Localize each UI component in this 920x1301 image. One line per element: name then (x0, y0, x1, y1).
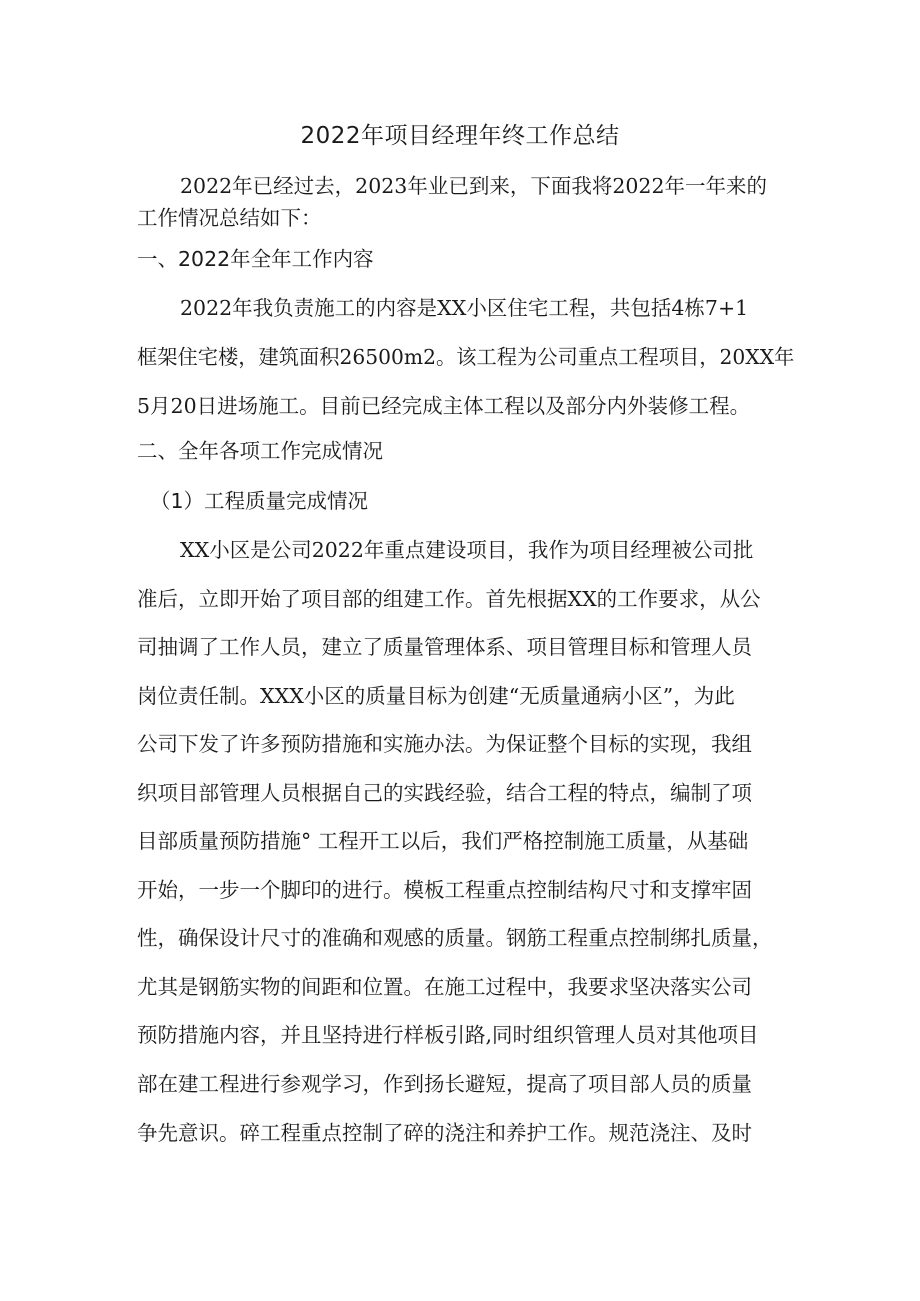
paragraph-line: 岗位责任制。XXX小区的质量目标为创建“无质量通病小区”，为此 (137, 684, 735, 708)
paragraph-line: 准后，立即开始了项目部的组建工作。首先根据XX的工作要求，从公 (137, 587, 761, 611)
paragraph-line: 部在建工程进行参观学习，作到扬长避短，提高了项目部人员的质量 (137, 1072, 752, 1096)
paragraph-line: 性，确保设计尺寸的准确和观感的质量。钢筋工程重点控制绑扎质量， (137, 926, 773, 950)
paragraph-line: 2022年已经过去，2023年业已到来，下面我将2022年一年来的 (180, 174, 768, 198)
paragraph-line: 织项目部管理人员根据自己的实践经验，结合工程的特点，编制了项 (137, 781, 752, 805)
section-heading: 二、全年各项工作完成情况 (137, 439, 383, 463)
paragraph-line: 争先意识。碎工程重点控制了碎的浇注和养护工作。规范浇注、及时 (137, 1121, 752, 1145)
paragraph-line: 尤其是钢筋实物的间距和位置。在施工过程中，我要求坚决落实公司 (137, 975, 752, 999)
paragraph-line: 工作情况总结如下： (137, 206, 322, 230)
paragraph-line: XX小区是公司2022年重点建设项目，我作为项目经理被公司批 (180, 538, 754, 562)
paragraph-line: 司抽调了工作人员，建立了质量管理体系、项目管理目标和管理人员 (137, 635, 752, 659)
paragraph-line: 公司下发了许多预防措施和实施办法。为保证整个目标的实现，我组 (137, 732, 752, 756)
paragraph-line: 5月20日进场施工。目前已经完成主体工程以及部分内外装修工程。 (137, 394, 751, 418)
paragraph-line: 2022年我负责施工的内容是XX小区住宅工程，共包括4栋7+1 (180, 296, 749, 320)
section-heading: 一、2022年全年工作内容 (137, 247, 374, 271)
paragraph-line: 目部质量预防措施° 工程开工以后，我们严格控制施工质量，从基础 (137, 829, 749, 853)
paragraph-line: 开始，一步一个脚印的进行。模板工程重点控制结构尺寸和支撑牢固 (137, 878, 752, 902)
paragraph-line: 预防措施内容，并且坚持进行样板引路,同时组织管理人员对其他项目 (137, 1023, 759, 1047)
subsection-heading: （1）工程质量完成情况 (150, 489, 369, 513)
paragraph-line: 框架住宅楼，建筑面积26500m2。该工程为公司重点工程项目，20XX年 (137, 345, 795, 369)
document-title: 2022年项目经理年终工作总结 (300, 123, 620, 149)
